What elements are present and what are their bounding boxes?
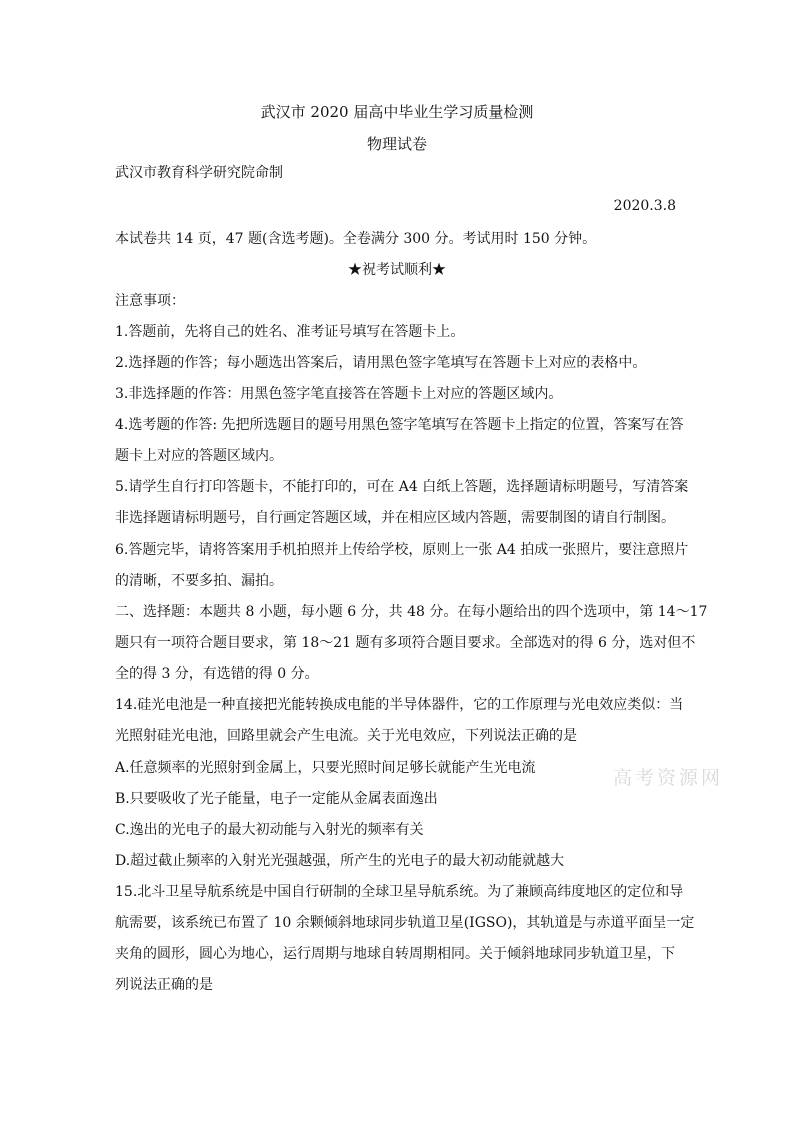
notes-line: 5.请学生自行打印答题卡，不能打印的，可在 A4 白纸上答题，选择题请标明题号，写清答案 [115,479,689,495]
notes-line: 4.选考题的作答: 先把所选题目的题号用黑色签字笔填写在答题卡上指定的位置，答案写在答 [115,417,684,433]
q14-option-c: C.逸出的光电子的最大初动能与入射光的频率有关 [115,822,424,838]
q14-option-d: D.超过截止频率的入射光光强越强，所产生的光电子的最大初动能就越大 [115,853,565,869]
exam-issuer: 武汉市教育科学研究院命制 [115,165,283,181]
q14-stem: 光照射硅光电池，回路里就会产生电流。关于光电效应，下列说法正确的是 [115,728,577,744]
notes-line: 的清晰，不要多拍、漏拍。 [115,573,283,589]
q15-stem: 15.北斗卫星导航系统是中国自行研制的全球卫星导航系统。为了兼顾高纬度地区的定位和导 [115,884,684,900]
q15-stem: 夹角的圆形，圆心为地心，运行周期与地球自转周期相同。关于倾斜地球同步轨道卫星，下 [115,946,675,962]
notes-line: 非选择题请标明题号，自行画定答题区域，并在相应区域内答题，需要制图的请自行制图。 [115,510,675,526]
section-line: 全的得 3 分，有选错的得 0 分。 [115,666,319,682]
notes-line: 题卡上对应的答题区域内。 [115,448,283,464]
section-line: 二、选择题：本题共 8 小题，每小题 6 分，共 48 分。在每小题给出的四个选项中，第 14～17 [115,604,708,620]
section-line: 题只有一项符合题目要求，第 18～21 题有多项符合题目要求。全部选对的得 6 分，选对但不 [115,635,696,651]
exam-info: 本试卷共 14 页，47 题(含选考题)。全卷满分 300 分。考试用时 150 分钟。 [115,231,597,247]
q14-option-b: B.只要吸收了光子能量，电子一定能从金属表面逸出 [115,791,438,807]
exam-wish: ★祝考试顺利★ [348,262,446,278]
notes-line: 3.非选择题的作答：用黑色签字笔直接答在答题卡上对应的答题区域内。 [115,386,563,402]
exam-title: 武汉市 2020 届高中毕业生学习质量检测 [260,103,534,121]
exam-subject: 物理试卷 [366,135,427,153]
q15-stem: 航需要，该系统已布置了 10 余颗倾斜地球同步轨道卫星(IGSO)，其轨道是与赤道平面呈一定 [115,915,695,931]
exam-date: 2020.3.8 [613,198,676,214]
notes-heading: 注意事项： [115,293,185,309]
notes-line: 2.选择题的作答；每小题选出答案后，请用黑色签字笔填写在答题卡上对应的表格中。 [115,355,647,371]
q14-option-a: A.任意频率的光照射到金属上，只要光照时间足够长就能产生光电流 [115,760,536,776]
q14-stem: 14.硅光电池是一种直接把光能转换成电能的半导体器件，它的工作原理与光电效应类似：当 [115,697,684,713]
q15-stem: 列说法正确的是 [115,977,213,993]
notes-line: 1.答题前，先将自己的姓名、准考证号填写在答题卡上。 [115,324,465,340]
notes-line: 6.答题完毕，请将答案用手机拍照并上传给学校，原则上一张 A4 拍成一张照片，要注意照片 [115,542,689,558]
watermark-text: 高考资源网 [613,767,724,789]
